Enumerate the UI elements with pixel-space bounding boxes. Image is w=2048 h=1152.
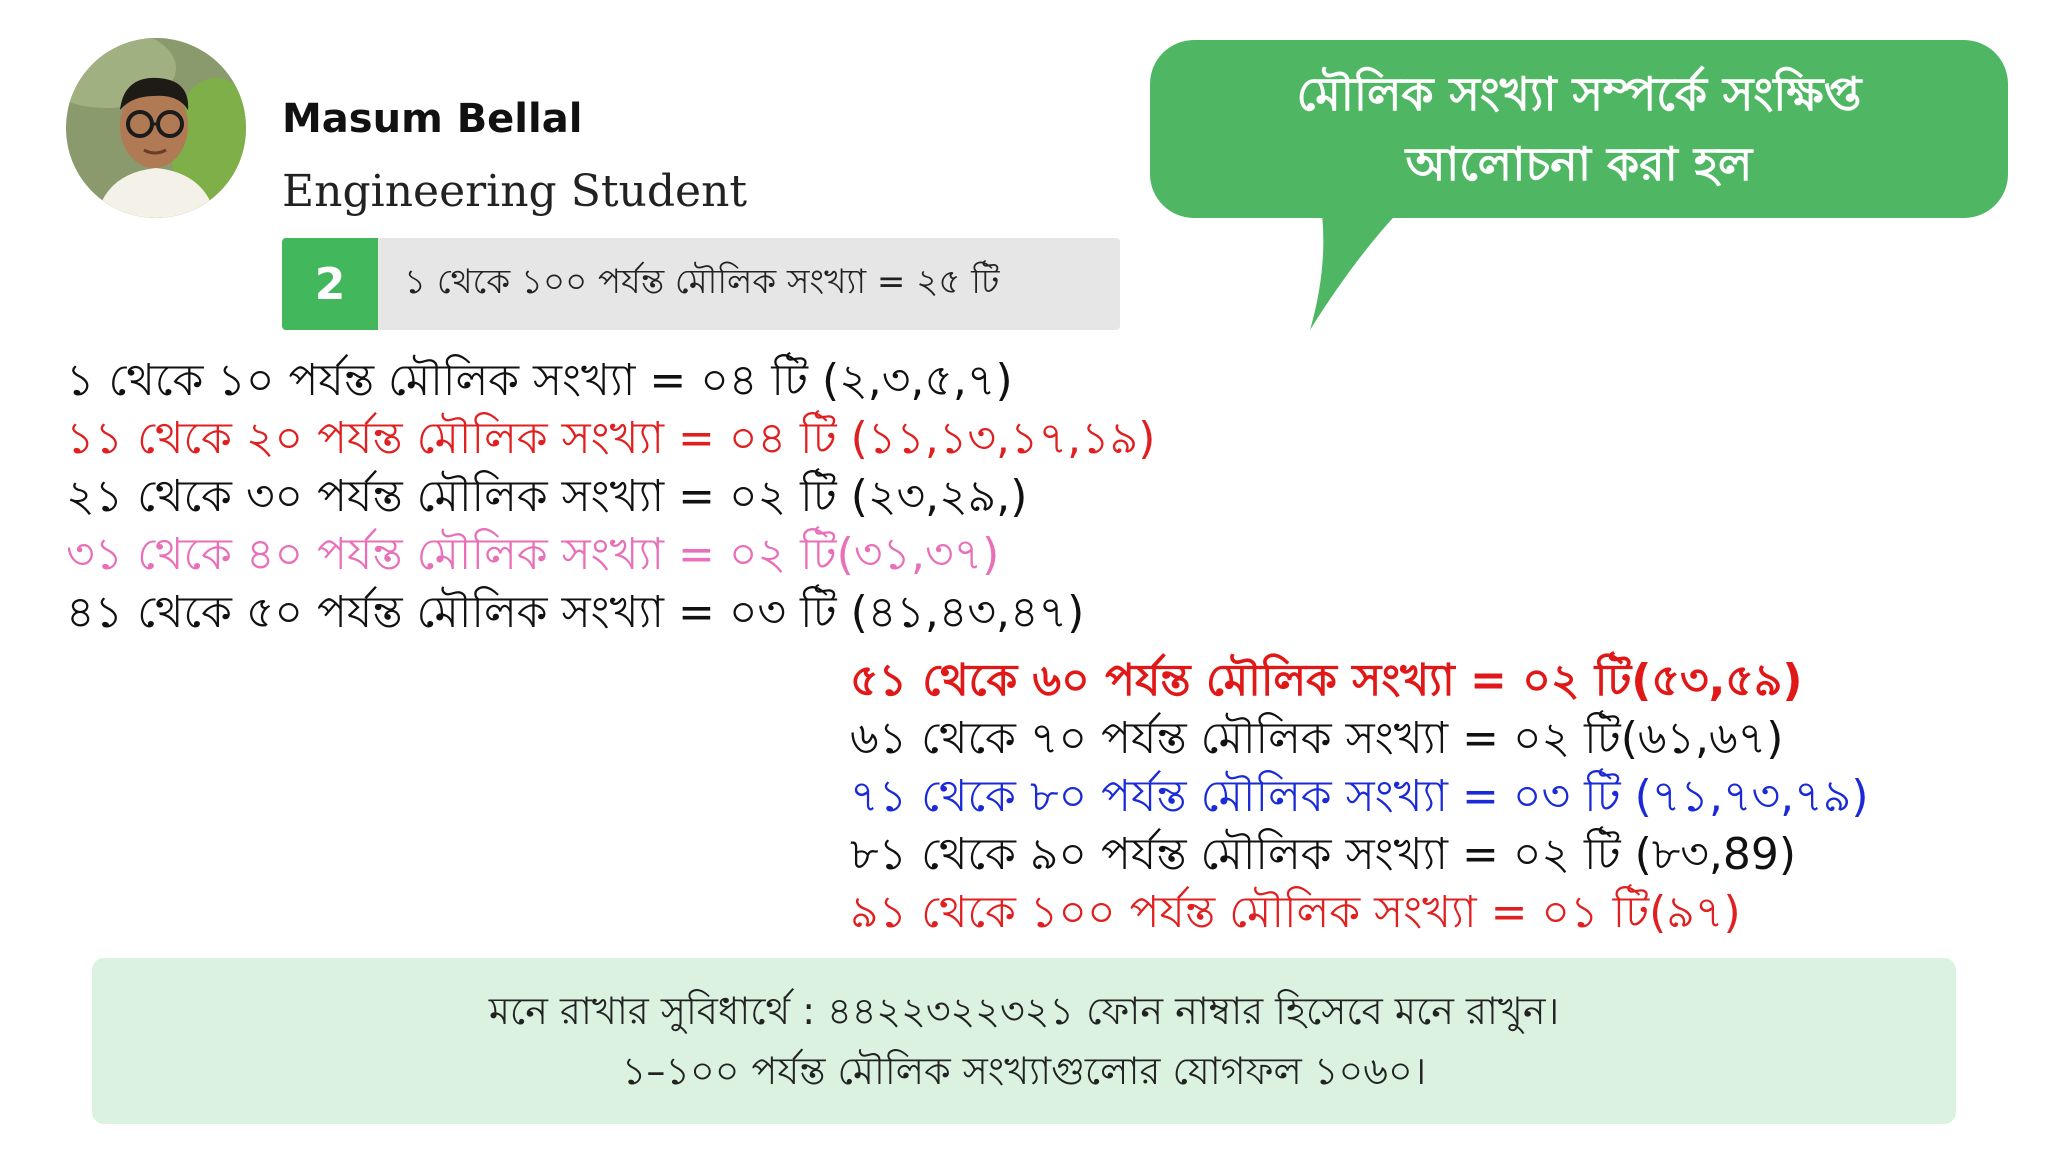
- note-line-1: মনে রাখার সুবিধার্থে : ৪৪২২৩২২৩২১ ফোন নাম্বার হিসেবে মনে রাখুন।: [488, 989, 1560, 1033]
- prime-range-line: ১১ থেকে ২০ পর্যন্ত মৌলিক সংখ্যা = ০৪ টি (১১,১৩,১৭,১৯): [66, 413, 1156, 464]
- bubble-line-1: মৌলিক সংখ্যা সম্পর্কে সংক্ষিপ্ত: [1296, 67, 1862, 121]
- author-role: Engineering Student: [282, 166, 748, 217]
- tag-text: ১ থেকে ১০০ পর্যন্ত মৌলিক সংখ্যা = ২৫ টি: [404, 261, 1000, 302]
- prime-range-line: ৫১ থেকে ৬০ পর্যন্ত মৌলিক সংখ্যা = ০২ টি(৫৩,৫৯): [850, 655, 1803, 706]
- speech-bubble-tail: [1300, 200, 1420, 330]
- note-line-2: ১–১০০ পর্যন্ত মৌলিক সংখ্যাগুলোর যোগফল ১০৬০।: [621, 1049, 1427, 1093]
- tag-number-badge: 2: [282, 238, 378, 330]
- prime-range-line: ৮১ থেকে ৯০ পর্যন্ত মৌলিক সংখ্যা = ০২ টি (৮৩,89): [850, 829, 1797, 880]
- prime-range-line: ৬১ থেকে ৭০ পর্যন্ত মৌলিক সংখ্যা = ০২ টি(৬১,৬৭): [850, 713, 1784, 764]
- prime-ranges-right: [850, 652, 1868, 942]
- prime-range-line: ৩১ থেকে ৪০ পর্যন্ত মৌলিক সংখ্যা = ০২ টি(৩১,৩৭): [66, 529, 1000, 580]
- avatar-portrait-image: [66, 38, 246, 218]
- prime-range-line: ৭১ থেকে ৮০ পর্যন্ত মৌলিক সংখ্যা = ০৩ টি (৭১,৭৩,৭৯): [850, 771, 1869, 822]
- prime-range-line: ২১ থেকে ৩০ পর্যন্ত মৌলিক সংখ্যা = ০২ টি (২৩,২৯,): [66, 471, 1028, 522]
- prime-range-line: ৪১ থেকে ৫০ পর্যন্ত মৌলিক সংখ্যা = ০৩ টি (৪১,৪৩,৪৭): [66, 587, 1085, 638]
- author-name: Masum Bellal: [282, 96, 583, 142]
- prime-range-line: ১ থেকে ১০ পর্যন্ত মৌলিক সংখ্যা = ০৪ টি (২,৩,৫,৭): [66, 355, 1013, 406]
- author-avatar: [66, 38, 246, 218]
- memory-note: [92, 958, 1956, 1124]
- prime-ranges-left: [66, 352, 1155, 642]
- summary-tag: [282, 238, 1120, 330]
- speech-bubble: [1150, 40, 2008, 218]
- bubble-line-2: আলোচনা করা হল: [1405, 137, 1753, 191]
- prime-range-line: ৯১ থেকে ১০০ পর্যন্ত মৌলিক সংখ্যা = ০১ টি(৯৭): [850, 887, 1741, 938]
